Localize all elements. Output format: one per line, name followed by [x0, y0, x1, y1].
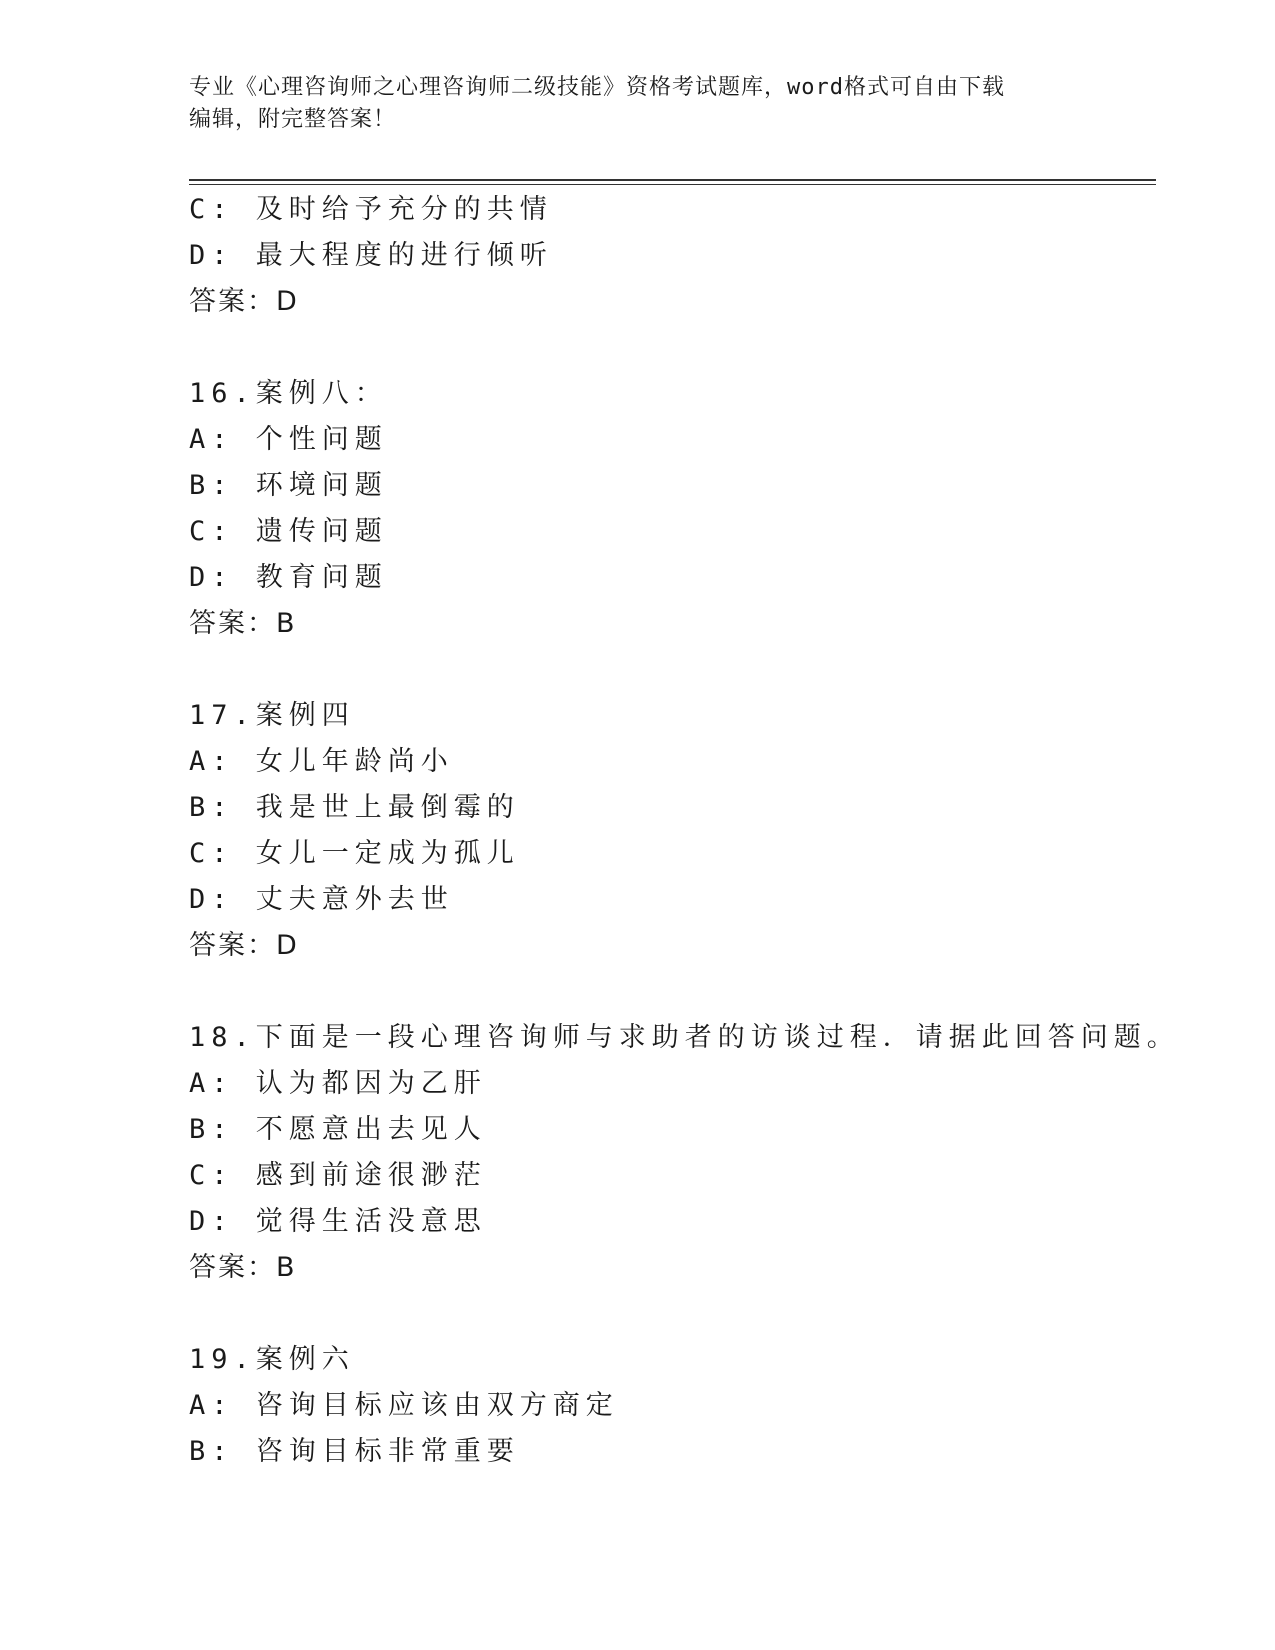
- option-c: C: 女儿一定成为孤儿: [189, 838, 520, 869]
- option-d: D: 觉得生活没意思: [189, 1206, 487, 1237]
- answer: 答案：D: [189, 930, 299, 961]
- header-line-2: 编辑，附完整答案！: [189, 107, 397, 132]
- question-16: [189, 371, 1156, 647]
- option-a: A: 咨询目标应该由双方商定: [189, 1390, 619, 1421]
- option-a: A: 个性问题: [189, 424, 388, 455]
- option-d: D: 丈夫意外去世: [189, 884, 454, 915]
- question-title: 17.案例四: [189, 700, 355, 731]
- answer: 答案：B: [189, 608, 297, 639]
- question-list: [189, 187, 1180, 1475]
- header-divider-thin: [189, 184, 1156, 185]
- option-b: B: 咨询目标非常重要: [189, 1436, 520, 1467]
- option-c: C: 感到前途很渺茫: [189, 1160, 487, 1191]
- option-c: C: 遗传问题: [189, 516, 388, 547]
- question-17: [189, 693, 1156, 969]
- question-19: [189, 1337, 1156, 1475]
- option-c: C: 及时给予充分的共情: [189, 194, 553, 225]
- option-b: B: 环境问题: [189, 470, 388, 501]
- answer: 答案：D: [189, 286, 299, 317]
- option-a: A: 认为都因为乙肝: [189, 1068, 487, 1099]
- document-header: [189, 72, 1089, 136]
- answer: 答案：B: [189, 1252, 297, 1283]
- question-title: 18.下面是一段心理咨询师与求助者的访谈过程．请据此回答问题。: [189, 1022, 1180, 1053]
- option-d: D: 教育问题: [189, 562, 388, 593]
- option-d: D: 最大程度的进行倾听: [189, 240, 553, 271]
- header-divider: [189, 179, 1156, 181]
- question-title: 19.案例六: [189, 1344, 355, 1375]
- question-title: 16.案例八：: [189, 378, 388, 409]
- option-a: A: 女儿年龄尚小: [189, 746, 454, 777]
- option-b: B: 我是世上最倒霉的: [189, 792, 520, 823]
- question-18: [189, 1015, 1180, 1291]
- header-line-1: 专业《心理咨询师之心理咨询师二级技能》资格考试题库，word格式可自由下载: [189, 75, 1005, 100]
- option-b: B: 不愿意出去见人: [189, 1114, 487, 1145]
